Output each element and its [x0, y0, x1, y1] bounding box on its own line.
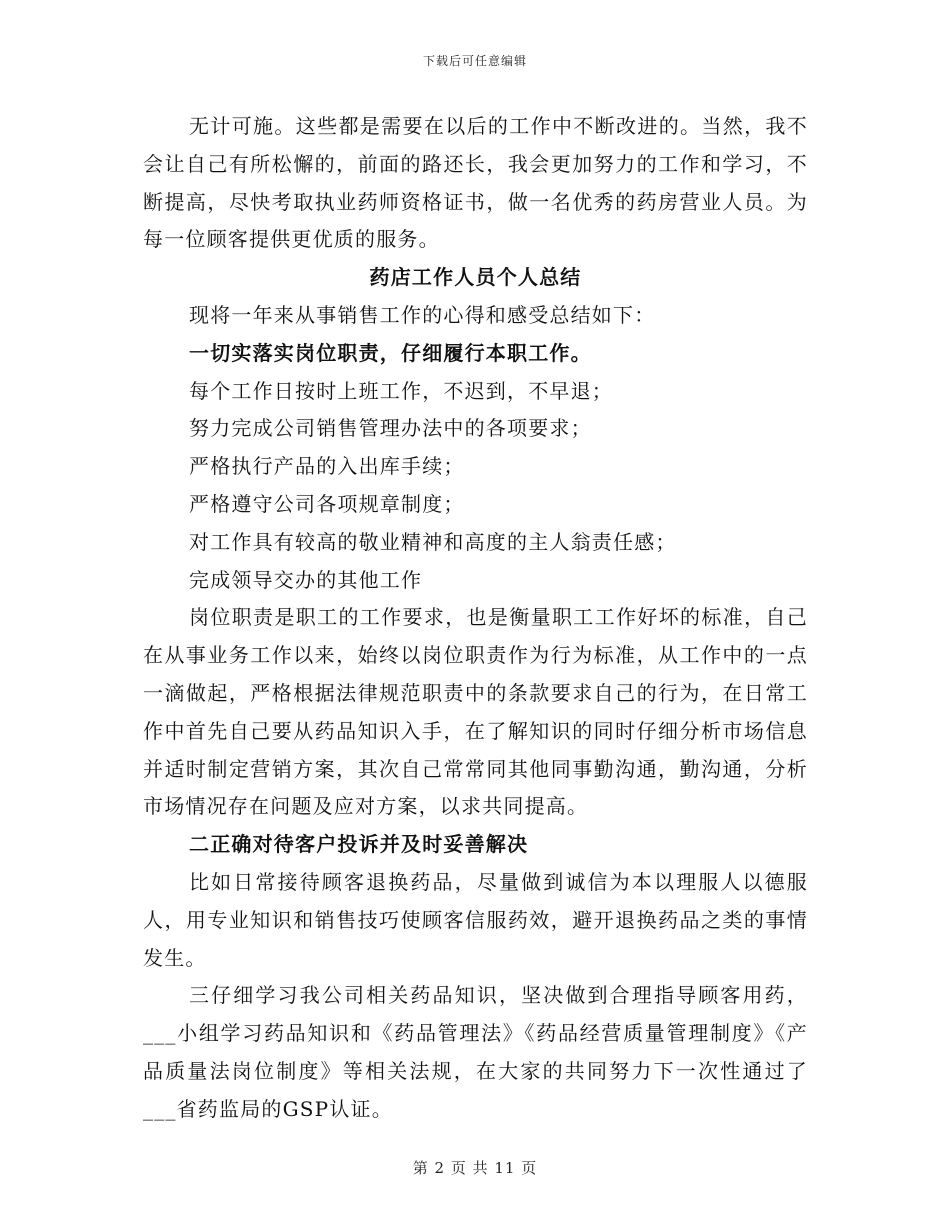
list-item: 对工作具有较高的敬业精神和高度的主人翁责任感；	[189, 529, 677, 554]
document-title: 药店工作人员个人总结	[369, 265, 582, 290]
paragraph-continuation: 无计可施。这些都是需要在以后的工作中不断改进的。当然，我不会让自己有所松懈的，前面的路还长，我会更加努力的工作和学习，不断提高，尽快考取执业药师资格证书，做一名优秀的药房营业人员。为每一位顾客提供更优质的服务。	[143, 114, 808, 252]
complaint-paragraph: 比如日常接待顾客退换药品，尽量做到诚信为本以理服人以德服人，用专业知识和销售技巧使顾客信服药效，避开退换药品之类的事情发生。	[143, 869, 808, 970]
intro-paragraph: 现将一年来从事销售工作的心得和感受总结如下：	[189, 302, 656, 327]
document-body	[143, 108, 808, 1129]
list-item: 努力完成公司销售管理办法中的各项要求；	[189, 416, 592, 441]
list-item: 完成领导交办的其他工作	[189, 567, 423, 592]
page-header: 下载后可任意编辑	[422, 54, 527, 68]
list-item: 严格遵守公司各项规章制度；	[189, 491, 465, 516]
section-heading-1: 一切实落实岗位职责，仔细履行本职工作。	[189, 340, 592, 365]
list-item: 每个工作日按时上班工作，不迟到，不早退；	[189, 378, 613, 403]
page-footer: 第 2 页 共 11 页	[412, 1159, 538, 1177]
list-item: 严格执行产品的入出库手续；	[189, 454, 465, 479]
duty-paragraph: 岗位职责是职工的工作要求，也是衡量职工工作好坏的标准，自己在从事业务工作以来，始终以岗位职责作为行为标准，从工作中的一点一滴做起，严格根据法律规范职责中的条款要求自己的行为，在日常工作中首先自己要从药品知识入手，在了解知识的同时仔细分析市场信息并适时制定营销方案，其次自己常常同其他同事勤沟通，勤沟通，分析市场情况存在问题及应对方案，以求共同提高。	[143, 605, 808, 819]
section-3-paragraph: 三仔细学习我公司相关药品知识，坚决做到合理指导顾客用药，___小组学习药品知识和《药品管理法》《药品经营质量管理制度》《产品质量法岗位制度》等相关法规，在大家的共同努力下一次性通过了___省药监局的GSP认证。	[143, 983, 808, 1121]
section-heading-2: 二正确对待客户投诉并及时妥善解决	[189, 832, 529, 857]
